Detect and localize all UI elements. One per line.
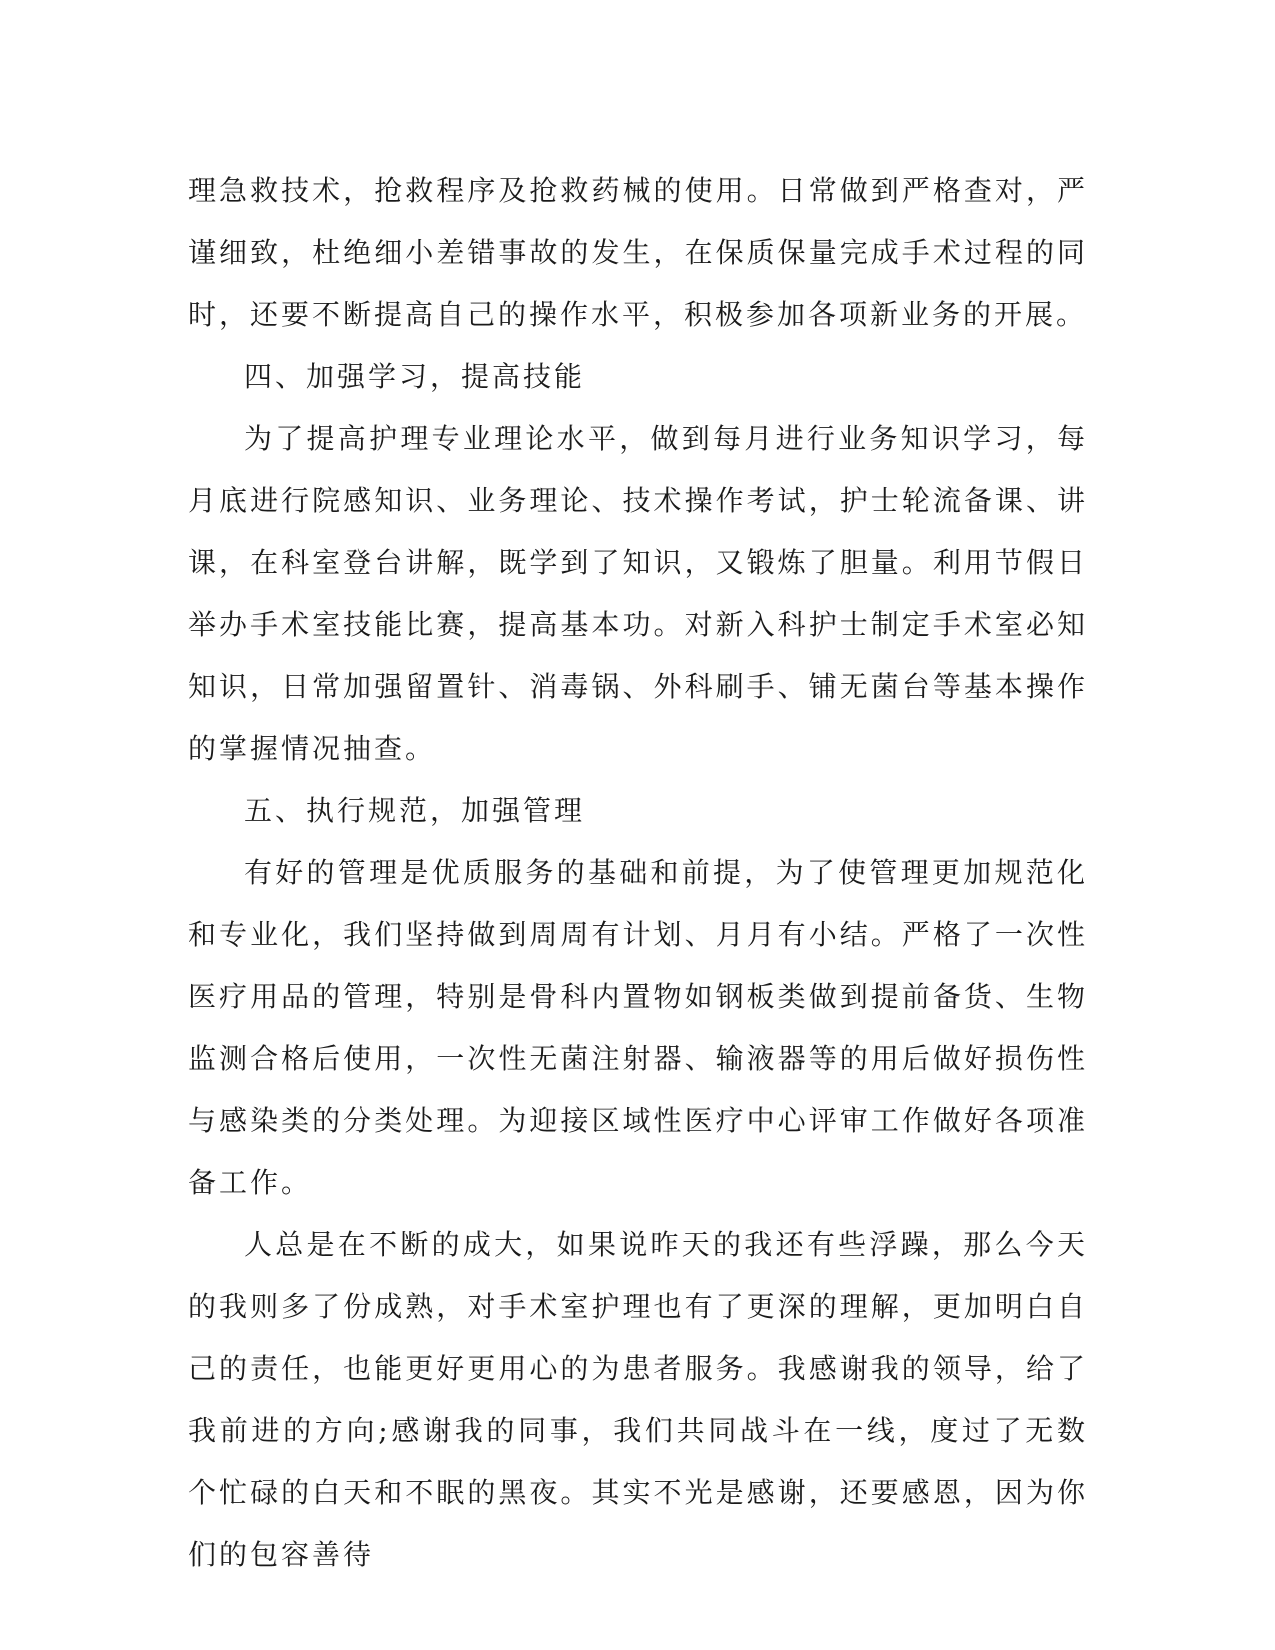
section-heading-four: 四、加强学习，提高技能 <box>244 360 586 393</box>
section-heading-five: 五、执行规范，加强管理 <box>244 794 586 827</box>
paragraph-study: 为了提高护理专业理论水平，做到每月进行业务知识学习，每月底进行院感知识、业务理论、技术操作考试，护士轮流备课、讲课，在科室登台讲解，既学到了知识，又锻炼了胆量。利用节假日举办手术室技能比赛，提高基本功。对新入科护士制定手术室必知知识，日常加强留置针、消毒锅、外科刷手、铺无菌台等基本操作的掌握情况抽查。 <box>188 422 1088 765</box>
paragraph-continuation: 理急救技术，抢救程序及抢救药械的使用。日常做到严格查对，严谨细致，杜绝细小差错事故的发生，在保质保量完成手术过程的同时，还要不断提高自己的操作水平，积极参加各项新业务的开展。 <box>188 174 1088 331</box>
paragraph-management: 有好的管理是优质服务的基础和前提，为了使管理更加规范化和专业化，我们坚持做到周周有计划、月月有小结。严格了一次性医疗用品的管理，特别是骨科内置物如钢板类做到提前备货、生物监测合格后使用，一次性无菌注射器、输液器等的用后做好损伤性与感染类的分类处理。为迎接区域性医疗中心评审工作做好各项准备工作。 <box>188 856 1088 1199</box>
paragraph-reflection: 人总是在不断的成大，如果说昨天的我还有些浮躁，那么今天的我则多了份成熟，对手术室护理也有了更深的理解，更加明白自己的责任，也能更好更用心的为患者服务。我感谢我的领导，给了我前进的方向;感谢我的同事，我们共同战斗在一线，度过了无数个忙碌的白天和不眠的黑夜。其实不光是感谢，还要感恩，因为你们的包容善待 <box>188 1228 1088 1571</box>
document-body <box>188 160 1088 1586</box>
